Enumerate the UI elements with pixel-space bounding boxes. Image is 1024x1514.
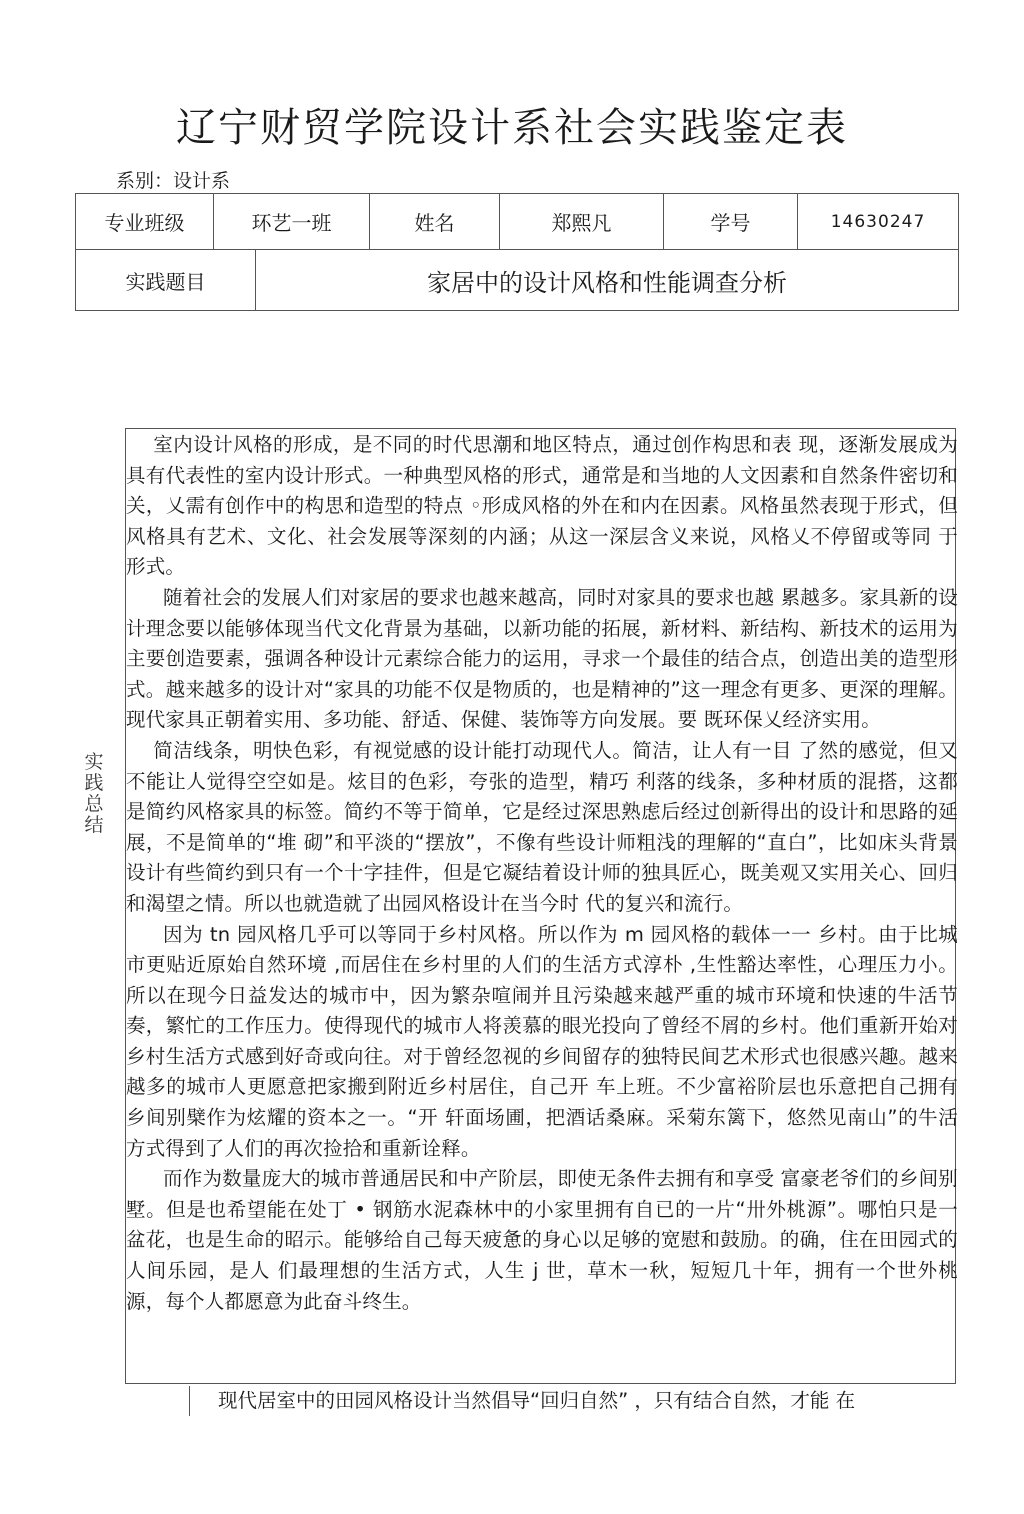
summary-paragraph-1: 室内设计风格的形成，是不同的时代思潮和地区特点，通过创作构思和表 现，逐渐发展成为具有代表性的室内设计形式。一种典型风格的形式，通常是和当地的人文因素和自然条件密切和关，乂需有创作中的构思和造型的特点 ◦形成风格的外在和内在因素。风格虽然表现于形式，但风格具有艺术、文化、社会发展等深刻的内涵；从这一深层含义来说，风格乂不停留或等同 于形式。 bbox=[126, 433, 958, 579]
name-value: 郑熙凡 bbox=[500, 194, 664, 250]
department-label: 系别：设计系 bbox=[116, 170, 231, 192]
name-label: 姓名 bbox=[370, 194, 500, 250]
major-label: 专业班级 bbox=[76, 194, 214, 250]
topic-label: 实践题目 bbox=[76, 250, 256, 311]
summary-side-label: 实践总结 bbox=[84, 751, 104, 836]
info-table bbox=[75, 193, 959, 311]
info-row bbox=[76, 194, 959, 250]
summary-paragraph-2: 随着社会的发展人们对家居的要求也越来越高，同时对家具的要求也越 累越多。家具新的设计理念要以能够体现当代文化背景为基础，以新功能的拓展，新材料、新结构、新技术的运用为主要创造要素，强调各种设计元素综合能力的运用，寻求一个最佳的结合点，创造出美的造型形式。越来越多的设计对“家具的功能不仅是物质的，也是精神的”这一理念有更多、更深的理解。现代家具正朝着实用、多功能、舒适、保健、装饰等方向发展。要 既环保乂经济实用。 bbox=[126, 585, 958, 732]
summary-paragraph-4: 因为 tn 园风格几乎可以等同于乡村风格。所以作为 m 园风格的载体一一 乡村。由于比城市更贴近原始自然环境 ,而居住在乡村里的人们的生活方式淳朴 ,生性豁达率性，心理压力小。所以在现今日益发达的城市中，因为繁杂喧闹并且污染越来越严重的城市环境和快速的牛活节奏，繁忙的工作压力。使得现代的城市人将羡慕的眼光投向了曾经不屑的乡村。他们重新开始对乡村生活方式感到好奇或向往。对于曾经忽视的乡间留存的独特民间艺术形式也很感兴趣。越来越多的城市人更愿意把家搬到附近乡村居住，自己开 车上班。不少富裕阶层也乐意把自己拥有乡间别檗作为炫耀的资本之一。“开 轩面场圃，把酒话桑麻。采菊东篱下，悠然见南山”的牛活方式得到了人们的再次捡拾和重新诠释。 bbox=[126, 922, 958, 1160]
topic-row bbox=[76, 250, 959, 311]
student-id-label: 学号 bbox=[664, 194, 798, 250]
page-title: 辽宁财贸学院设计系社会实践鉴定表 bbox=[176, 105, 848, 151]
major-value: 环艺一班 bbox=[214, 194, 370, 250]
summary-text bbox=[126, 430, 958, 1317]
student-id-value: 14630247 bbox=[798, 194, 959, 250]
summary-trailing-line: 现代居室中的田园风格设计当然倡导“回归自然” ，只有结合自然，才能 在 bbox=[189, 1386, 956, 1416]
summary-paragraph-5: 而作为数量庞大的城市普通居民和中产阶层，即使无条件去拥有和享受 富豪老爷们的乡间别墅。但是也希望能在处丁 • 钢筋水泥森林中的小家里拥有自已的一片“卅外桃源”。哪怕只是一盆花，也是生命的昭示。能够给自己每天疲惫的身心以足够的宽慰和鼓励。的确，住在田园式的人间乐园，是人 们最理想的生活方式，人生 j 世，草木一秋，短短几十年，拥有一个世外桃 源，每个人都愿意为此奋斗终生。 bbox=[126, 1167, 958, 1313]
summary-paragraph-3: 简洁线条，明快色彩，有视觉感的设计能打动现代人。简洁，让人有一目 了然的感觉，但又不能让人觉得空空如是。炫目的色彩，夸张的造型，精巧 利落的线条，多种材质的混搭，这都是简约风格家具的标签。简约不等于简单，它是经过深思熟虑后经过创新得出的设计和思路的延展，不是简单的“堆 砌”和平淡的“摆放”，不像有些设计师粗浅的理解的“直白”，比如床头背景设计有些简约到只有一个十字挂件，但是它凝结着设计师的独具匠心，既美观又实用关心、回归和渴望之情。所以也就造就了出园风格设计在当今时 代的复兴和流行。 bbox=[126, 738, 958, 915]
topic-value: 家居中的设计风格和性能调查分析 bbox=[256, 250, 959, 311]
